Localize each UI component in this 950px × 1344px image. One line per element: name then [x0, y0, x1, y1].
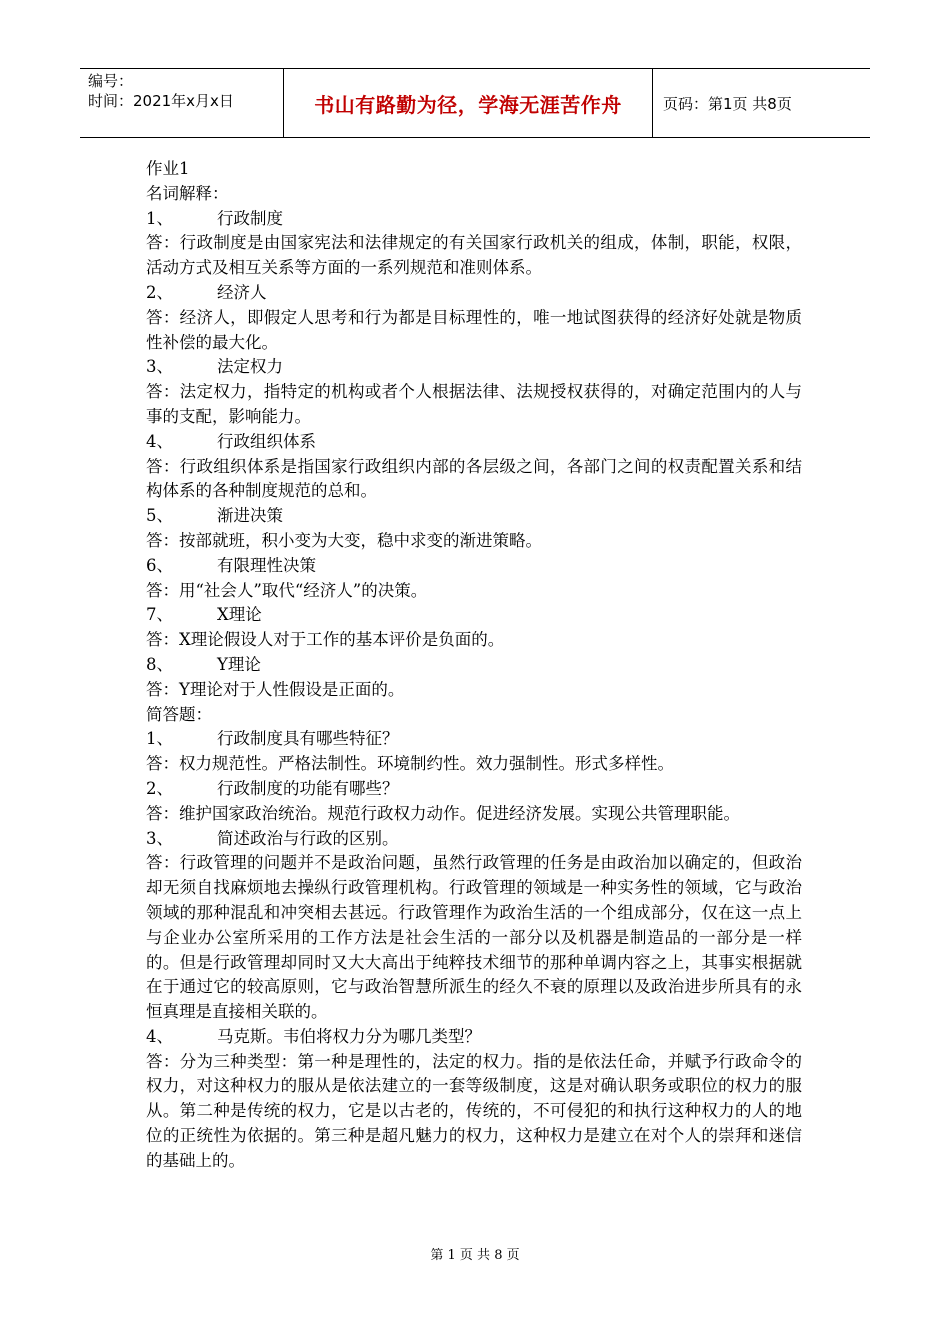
question-answer: 答：维护国家政治统治。规范行政权力动作。促进经济发展。实现公共管理职能。 [146, 803, 740, 823]
term-answer: 答：X理论假设人对于工作的基本评价是负面的。 [146, 630, 505, 650]
term-item: 5、 渐进决策 [146, 504, 802, 529]
term-title: 有限理性决策 [217, 555, 316, 575]
document-title: 作业1 [146, 159, 190, 178]
term-item: 7、 X理论 [146, 603, 802, 628]
question-item: 3、 简述政治与行政的区别。 [146, 827, 802, 852]
term-item: 4、 行政组织体系 [146, 430, 802, 455]
term-answer: 答：用“社会人”取代“经济人”的决策。 [146, 580, 428, 600]
header-motto: 书山有路勤为径，学海无涯苦作舟 [284, 69, 653, 137]
question-title: 简述政治与行政的区别。 [217, 828, 399, 848]
header-page-number: 页码：第1页 共8页 [663, 94, 792, 113]
term-answer: 答：Y理论对于人性假设是正面的。 [146, 679, 405, 699]
term-title: 行政组织体系 [217, 431, 316, 451]
section-heading-terms: 名词解释： [146, 183, 229, 203]
section-heading-short-answers: 简答题： [146, 704, 212, 724]
question-item: 1、 行政制度具有哪些特征？ [146, 727, 802, 752]
document-time-label: 时间：2021年x月x日 [88, 92, 234, 110]
term-answer: 答：行政组织体系是指国家行政组织内部的各层级之间，各部门之间的权责配置关系和结构体系的各种制度规范的总和。 [146, 456, 802, 501]
question-title: 行政制度的功能有哪些？ [217, 778, 399, 798]
term-title: 行政制度 [217, 208, 283, 228]
term-item: 8、 Y理论 [146, 653, 802, 678]
page-footer: 第 1 页 共 8 页 [430, 1248, 520, 1263]
question-title: 马克斯。韦伯将权力分为哪几类型？ [217, 1026, 481, 1046]
header-table [80, 68, 870, 138]
question-answer: 答：分为三种类型：第一种是理性的，法定的权力。指的是依法任命，并赋予行政命令的权力，对这种权力的服从是依法建立的一套等级制度，这是对确认职务或职位的权力的服从。第二种是传统的权力，它是以古老的，传统的，不可侵犯的和执行这种权力的人的地位的正统性为依据的。第三种是超凡魅力的权力，这种权力是建立在对个人的崇拜和迷信的基础上的。 [146, 1051, 802, 1170]
term-title: X理论 [217, 605, 262, 625]
question-answer: 答：行政管理的问题并不是政治问题，虽然行政管理的任务是由政治加以确定的，但政治却无须自找麻烦地去操纵行政管理机构。行政管理的领域是一种实务性的领域，它与政治领域的那种混乱和冲突相去甚远。行政管理作为政治生活的一个组成部分，仅在这一点上与企业办公室所采用的工作方法是社会生活的一部分以及机器是制造品的一部分是一样的。但是行政管理却同时又大大高出于纯粹技术细节的那种单调内容之上，其事实根据就在于通过它的较高原则，它与政治智慧所派生的经久不衰的原理以及政治进步所具有的永恒真理是直接相关联的。 [146, 853, 802, 1022]
term-item: 3、 法定权力 [146, 355, 802, 380]
question-title: 行政制度具有哪些特征？ [217, 729, 399, 749]
term-title: 经济人 [217, 282, 267, 302]
document-number-label: 编号： [88, 72, 134, 90]
question-item: 2、 行政制度的功能有哪些？ [146, 777, 802, 802]
term-answer: 答：按部就班，积小变为大变，稳中求变的渐进策略。 [146, 530, 542, 550]
term-item: 6、 有限理性决策 [146, 554, 802, 579]
term-title: Y理论 [217, 654, 261, 674]
header-meta [80, 69, 284, 137]
term-answer: 答：行政制度是由国家宪法和法律规定的有关国家行政机关的组成，体制，职能，权限，活动方式及相互关系等方面的一系列规范和准则体系。 [146, 233, 802, 278]
question-item: 4、 马克斯。韦伯将权力分为哪几类型？ [146, 1025, 802, 1050]
term-title: 渐进决策 [217, 506, 283, 526]
term-title: 法定权力 [217, 357, 283, 377]
term-item: 2、 经济人 [146, 281, 802, 306]
term-answer: 答：经济人，即假定人思考和行为都是目标理性的，唯一地试图获得的经济好处就是物质性补偿的最大化。 [146, 307, 802, 352]
term-answer: 答：法定权力，指特定的机构或者个人根据法律、法规授权获得的，对确定范围内的人与事的支配，影响能力。 [146, 382, 802, 426]
document-body [146, 157, 802, 1174]
term-item: 1、 行政制度 [146, 207, 802, 232]
question-answer: 答：权力规范性。严格法制性。环境制约性。效力强制性。形式多样性。 [146, 754, 674, 774]
